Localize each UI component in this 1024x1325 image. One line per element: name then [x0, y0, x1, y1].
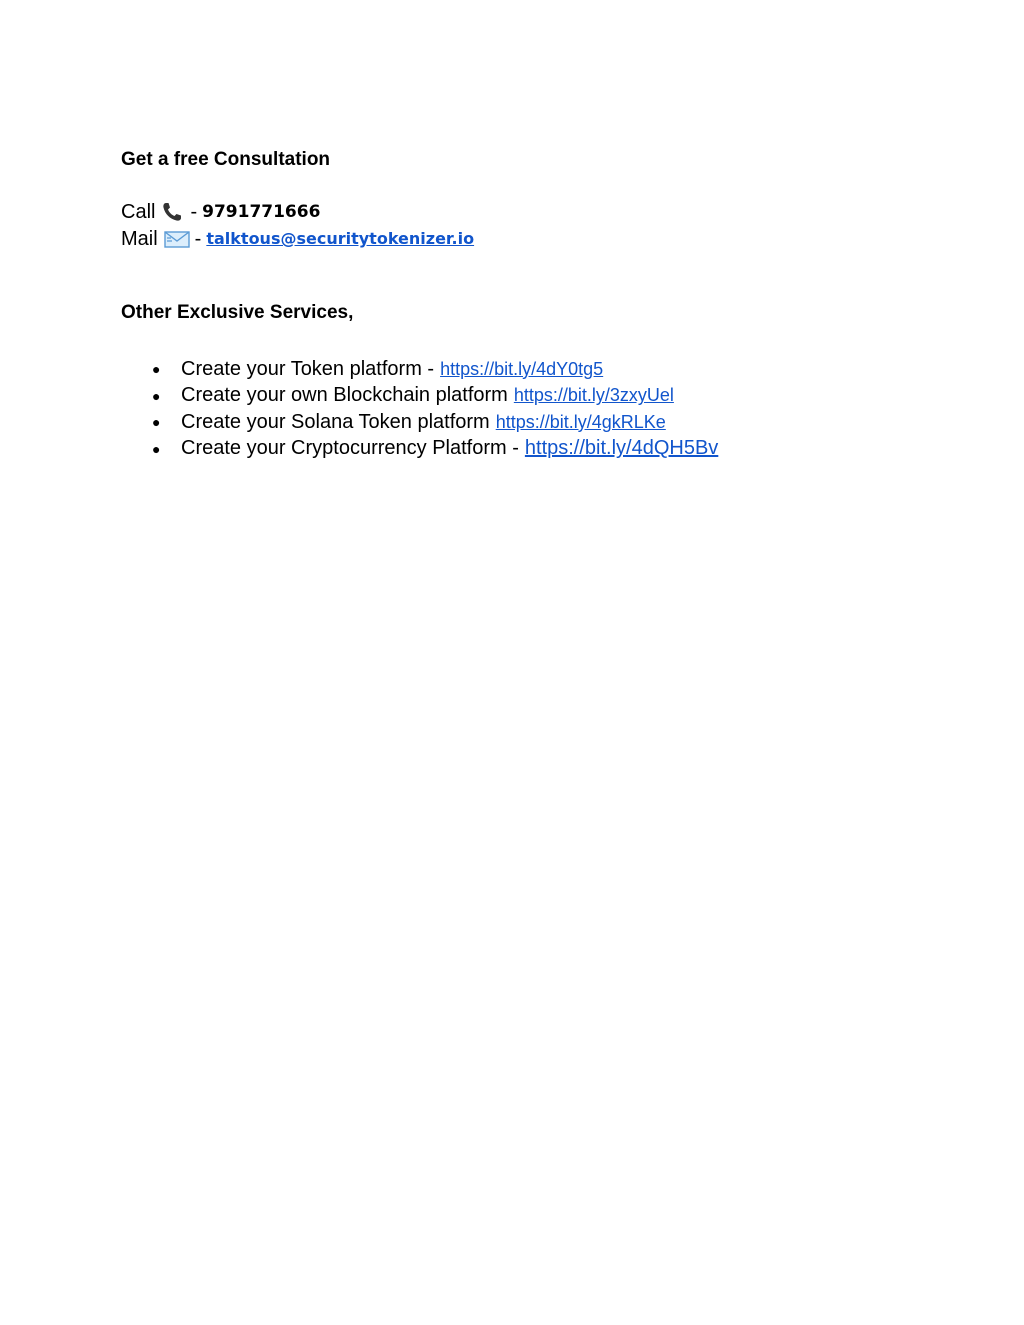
- service-link[interactable]: https://bit.ly/4dY0tg5: [440, 358, 604, 379]
- email-link[interactable]: talktous@securitytokenizer.io: [206, 229, 475, 248]
- list-item: [152, 356, 718, 383]
- bullet: ●: [152, 440, 161, 457]
- envelope-icon: [164, 229, 190, 249]
- bullet: ●: [152, 387, 161, 404]
- bullet: ●: [152, 414, 161, 431]
- call-line: [121, 200, 320, 224]
- consultation-heading: Get a free Consultation: [121, 149, 331, 170]
- service-text: Create your Solana Token platform: [181, 410, 490, 433]
- call-label: Call: [121, 201, 156, 223]
- services-heading: Other Exclusive Services,: [121, 302, 354, 323]
- mail-separator: -: [194, 228, 202, 250]
- list-item: [152, 409, 718, 436]
- list-item: [152, 383, 718, 410]
- mail-label: Mail: [121, 228, 158, 250]
- list-item: [152, 436, 718, 463]
- services-list: [152, 356, 718, 462]
- service-text: Create your own Blockchain platform: [181, 384, 508, 407]
- service-link[interactable]: https://bit.ly/4dQH5Bv: [524, 437, 719, 460]
- bullet: ●: [152, 361, 161, 378]
- service-text: Create your Cryptocurrency Platform -: [181, 437, 519, 460]
- service-text: Create your Token platform -: [181, 357, 435, 380]
- call-separator: -: [190, 201, 198, 223]
- phone-icon: [161, 201, 185, 223]
- mail-line: [121, 227, 474, 251]
- service-link[interactable]: https://bit.ly/3zxyUel: [513, 385, 674, 406]
- phone-number: 9791771666: [202, 202, 321, 222]
- service-link[interactable]: https://bit.ly/4gkRLKe: [495, 411, 666, 432]
